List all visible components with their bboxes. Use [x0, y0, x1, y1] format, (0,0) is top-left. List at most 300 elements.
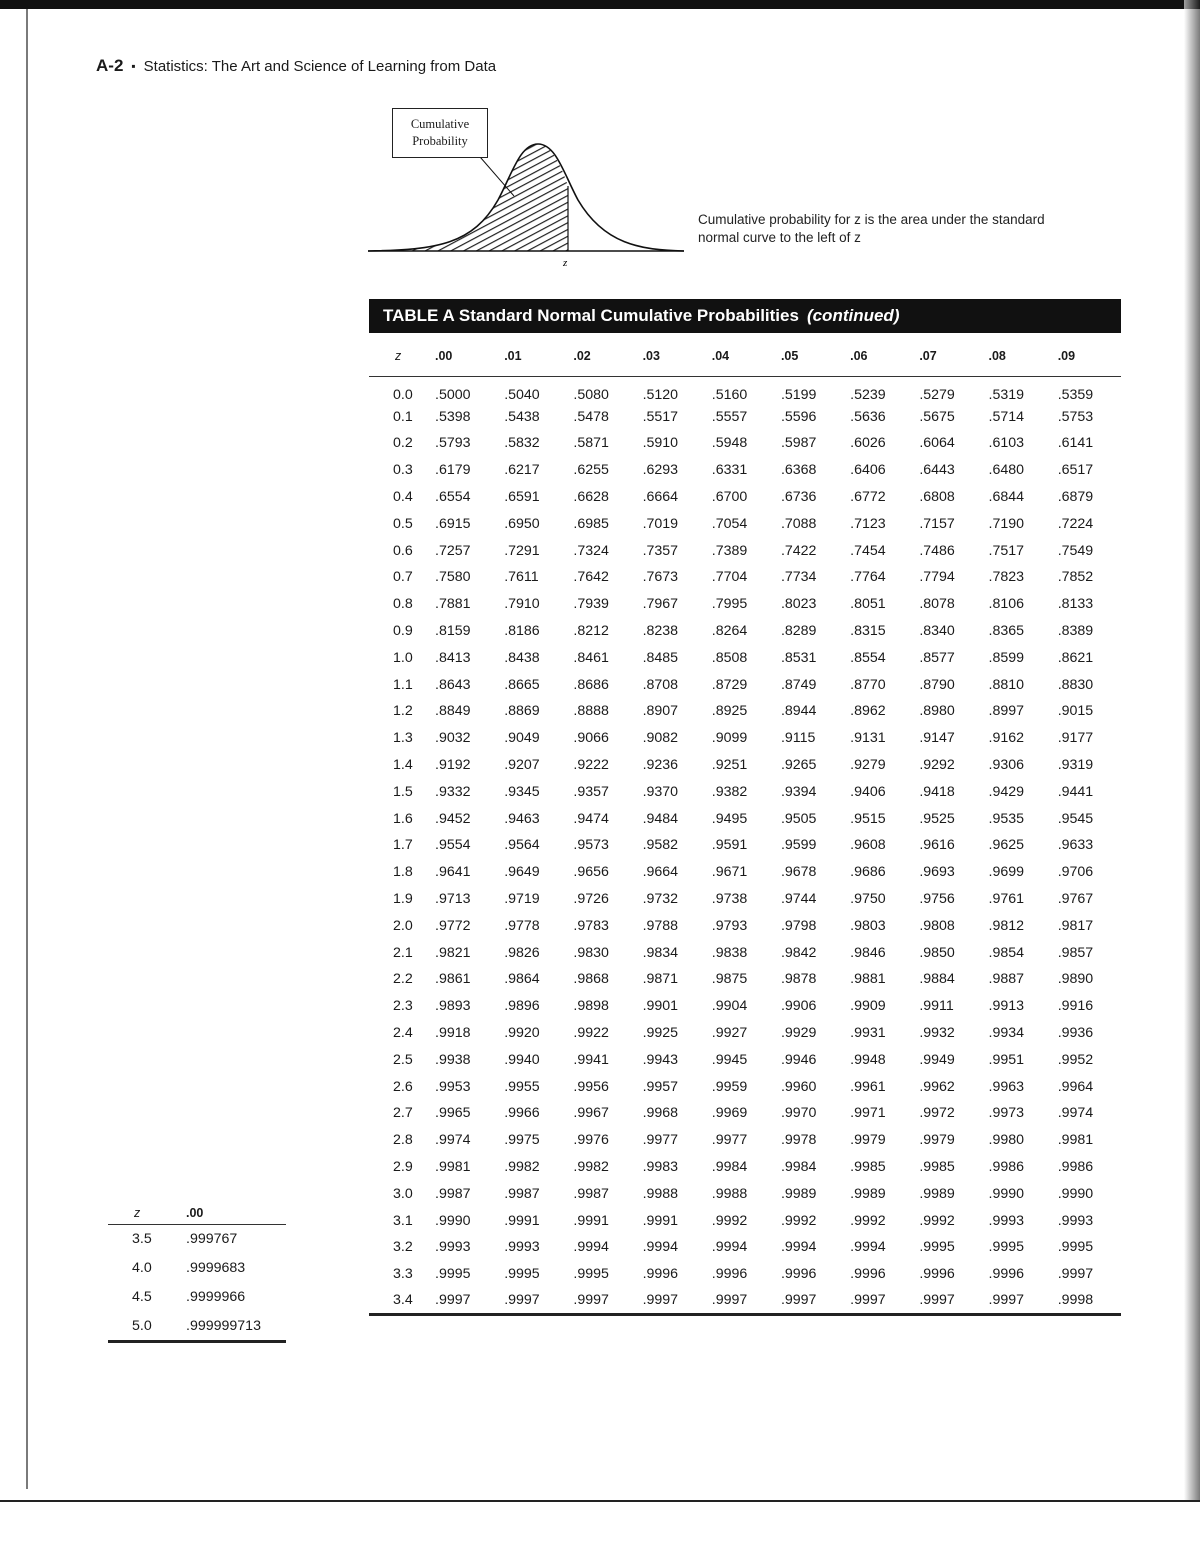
probability-cell: .9981 [435, 1159, 471, 1175]
z-value-cell: 0.8 [393, 596, 413, 613]
probability-cell: .7611 [504, 569, 539, 586]
probability-cell: .9370 [642, 783, 679, 800]
table-header [369, 336, 1121, 377]
probability-cell: .9979 [919, 1132, 955, 1149]
probability-cell: .6808 [919, 489, 955, 506]
header-row [369, 336, 1121, 377]
probability-cell: .9974 [1057, 1105, 1094, 1122]
probability-cell: .9980 [988, 1132, 1025, 1149]
probability-cell: .9964 [1057, 1078, 1094, 1095]
probability-cell: .9991 [642, 1212, 679, 1229]
probability-cell: .9994 [711, 1239, 748, 1256]
z-value-cell: 1.9 [393, 891, 413, 908]
table-row [369, 993, 1121, 1020]
z-value-cell: 2.2 [393, 971, 413, 988]
z-value-cell: 1.1 [393, 676, 413, 693]
probability-cell: .9940 [504, 1051, 540, 1068]
probability-cell: .5438 [504, 408, 540, 425]
probability-cell: .8869 [504, 703, 540, 720]
probability-cell: .6368 [780, 462, 817, 479]
z-value-cell: 0.1 [393, 408, 413, 425]
probability-cell: .9871 [642, 971, 679, 988]
probability-cell: .9992 [850, 1212, 886, 1229]
probability-cell: .6985 [573, 515, 609, 532]
probability-cell: .6141 [1057, 435, 1094, 452]
page-number: A-2 [96, 56, 124, 75]
column-header: .02 [567, 336, 636, 377]
probability-cell: .7486 [919, 542, 955, 559]
probability-cell: .7881 [435, 596, 471, 613]
probability-cell: .9982 [573, 1159, 609, 1175]
probability-cell: .9931 [850, 1025, 886, 1042]
probability-cell: .5871 [573, 435, 609, 452]
probability-cell: .9726 [573, 891, 609, 908]
table-row [369, 457, 1121, 484]
probability-cell: .9251 [711, 757, 748, 774]
probability-cell: .9625 [988, 837, 1025, 854]
probability-cell: .9997 [711, 1292, 748, 1309]
scan-right-edge [1184, 0, 1200, 1500]
z-value-cell: 2.3 [393, 998, 413, 1015]
z-value-cell: 2.7 [393, 1105, 413, 1122]
probability-cell: .9995 [504, 1266, 540, 1283]
box-line-1: Cumulative [410, 117, 470, 131]
probability-cell: .9977 [711, 1132, 748, 1149]
probability-cell: .9884 [919, 971, 955, 988]
probability-cell: .9147 [919, 730, 955, 747]
probability-cell: .9996 [780, 1266, 817, 1283]
probability-cell: .5753 [1057, 408, 1094, 425]
probability-cell: .9971 [850, 1105, 886, 1122]
z-value-cell: 0.2 [393, 435, 413, 452]
probability-cell: .9988 [642, 1185, 679, 1202]
probability-cell: .9357 [573, 783, 609, 800]
table-row [369, 1020, 1121, 1047]
probability-cell: .9995 [573, 1266, 609, 1283]
probability-cell: .5478 [573, 408, 609, 425]
probability-cell: .5398 [435, 408, 471, 425]
probability-cell: .8106 [988, 596, 1025, 613]
probability-cell: .9207 [504, 757, 540, 774]
probability-cell: .9049 [504, 730, 540, 747]
probability-cell: .9834 [642, 944, 679, 961]
probability-cell: .9961 [850, 1078, 886, 1095]
probability-cell: .9898 [573, 998, 609, 1015]
probability-cell: .9699 [988, 864, 1025, 881]
probability-cell: .9985 [850, 1159, 886, 1175]
probability-cell: .9693 [919, 864, 955, 881]
probability-cell: .9983 [642, 1159, 679, 1175]
extended-header-row [108, 1202, 286, 1225]
probability-cell: .9934 [988, 1025, 1025, 1042]
z-column-header: z [369, 336, 429, 377]
probability-cell: .7422 [780, 542, 817, 559]
probability-cell: .7088 [780, 515, 817, 532]
probability-cell: .9977 [642, 1132, 679, 1149]
probability-cell: .8315 [850, 623, 886, 640]
probability-cell: .8729 [711, 676, 748, 693]
probability-cell: .7704 [711, 569, 748, 586]
column-header: .06 [844, 336, 913, 377]
probability-cell: .9986 [988, 1159, 1025, 1175]
probability-cell: .9452 [435, 810, 471, 827]
probability-cell: .9992 [919, 1212, 955, 1229]
probability-cell: .7224 [1057, 515, 1094, 532]
table-row [369, 1261, 1121, 1288]
probability-cell: .9968 [642, 1105, 679, 1122]
probability-cell: .9131 [850, 730, 886, 747]
running-head [96, 56, 496, 76]
probability-cell: .9332 [435, 783, 471, 800]
probability-cell: .9948 [850, 1051, 886, 1068]
probability-cell: .9896 [504, 998, 540, 1015]
probability-cell: .5793 [435, 435, 471, 452]
probability-cell: .9941 [573, 1051, 609, 1068]
probability-cell: .9115 [780, 730, 816, 747]
probability-cell: .9418 [919, 783, 955, 800]
probability-cell: .7764 [850, 569, 886, 586]
probability-cell: .8485 [642, 649, 679, 666]
probability-cell: .7389 [711, 542, 748, 559]
z-value-cell: 2.5 [393, 1051, 413, 1068]
z-value-cell: 1.8 [393, 864, 413, 881]
probability-cell: .9505 [780, 810, 817, 827]
extended-probability-cell: .999767 [186, 1231, 238, 1248]
probability-cell: .9969 [711, 1105, 748, 1122]
probability-cell: .9990 [1057, 1185, 1094, 1202]
probability-cell: .9664 [642, 864, 679, 881]
probability-cell: .9984 [711, 1159, 748, 1175]
probability-cell: .8531 [780, 649, 817, 666]
probability-cell: .9981 [1057, 1132, 1094, 1149]
probability-cell: .7019 [642, 515, 679, 532]
probability-cell: .9987 [504, 1185, 540, 1202]
column-header: .05 [775, 336, 844, 377]
z-value-cell: 2.1 [393, 944, 413, 961]
probability-cell: .9932 [919, 1025, 955, 1042]
probability-cell: .9995 [919, 1239, 955, 1256]
table-row [369, 912, 1121, 939]
table-foot [369, 1314, 1121, 1316]
probability-cell: .9641 [435, 864, 471, 881]
z-value-cell: 1.2 [393, 703, 413, 720]
normal-curve-figure [368, 104, 688, 272]
probability-cell: .5832 [504, 435, 540, 452]
probability-cell: .9236 [642, 757, 679, 774]
probability-cell: .6772 [850, 489, 886, 506]
probability-cell: .9441 [1057, 783, 1094, 800]
probability-cell: .6179 [435, 462, 471, 479]
probability-cell: .9994 [573, 1239, 609, 1256]
probability-cell: .9861 [435, 971, 471, 988]
z-value-cell: 0.4 [393, 489, 413, 506]
table-row [369, 510, 1121, 537]
probability-cell: .9535 [988, 810, 1025, 827]
probability-cell: .9949 [919, 1051, 955, 1068]
probability-cell: .9821 [435, 944, 471, 961]
probability-cell: .9920 [504, 1025, 540, 1042]
probability-cell: .9991 [504, 1212, 540, 1229]
probability-cell: .5160 [711, 387, 748, 404]
probability-cell: .9997 [504, 1292, 540, 1309]
probability-cell: .8365 [988, 623, 1025, 640]
probability-cell: .8212 [573, 623, 609, 640]
probability-cell: .9918 [435, 1025, 471, 1042]
probability-cell: .9993 [504, 1239, 540, 1256]
probability-cell: .8830 [1057, 676, 1094, 693]
probability-cell: .9826 [504, 944, 540, 961]
probability-cell: .9554 [435, 837, 471, 854]
probability-cell: .9975 [504, 1132, 540, 1149]
probability-cell: .9985 [919, 1159, 955, 1175]
probability-cell: .9901 [642, 998, 679, 1015]
probability-cell: .9608 [850, 837, 886, 854]
probability-cell: .8849 [435, 703, 471, 720]
probability-cell: .9032 [435, 730, 471, 747]
probability-cell: .9994 [642, 1239, 679, 1256]
z-value-cell: 2.0 [393, 917, 413, 934]
probability-cell: .7580 [435, 569, 471, 586]
probability-cell: .7257 [435, 542, 471, 559]
table-row [369, 939, 1121, 966]
probability-cell: .9953 [435, 1078, 471, 1095]
probability-cell: .9783 [573, 917, 609, 934]
probability-cell: .9992 [780, 1212, 817, 1229]
probability-cell: .7852 [1057, 569, 1094, 586]
probability-cell: .8665 [504, 676, 540, 693]
table-row [369, 377, 1121, 404]
z-value-cell: 0.6 [393, 542, 413, 559]
extended-probability-cell: .9999966 [186, 1288, 246, 1305]
column-header: .09 [1052, 336, 1121, 377]
probability-cell: .9744 [780, 891, 817, 908]
probability-cell: .8708 [642, 676, 679, 693]
z-value-cell: 2.4 [393, 1025, 413, 1042]
probability-cell: .9997 [642, 1292, 679, 1309]
table-row [369, 564, 1121, 591]
probability-cell: .8461 [573, 649, 609, 666]
table-row [369, 698, 1121, 725]
extended-z-table [108, 1202, 286, 1343]
probability-cell: .9979 [850, 1132, 886, 1149]
table-row [369, 1288, 1121, 1315]
probability-cell: .9706 [1057, 864, 1094, 881]
probability-cell: .9406 [850, 783, 886, 800]
probability-cell: .9345 [504, 783, 540, 800]
probability-cell: .9382 [711, 783, 748, 800]
probability-cell: .9015 [1057, 703, 1094, 720]
probability-cell: .9987 [435, 1185, 471, 1202]
probability-cell: .9978 [780, 1132, 817, 1149]
probability-cell: .9394 [780, 783, 817, 800]
probability-cell: .8643 [435, 676, 471, 693]
probability-cell: .9573 [573, 837, 609, 854]
probability-cell: .9993 [435, 1239, 471, 1256]
probability-cell: .8980 [919, 703, 955, 720]
probability-cell: .6217 [504, 462, 540, 479]
probability-cell: .9989 [780, 1185, 817, 1202]
probability-cell: .9996 [850, 1266, 886, 1283]
probability-cell: .9649 [504, 864, 540, 881]
probability-cell: .7642 [573, 569, 609, 586]
probability-cell: .5040 [504, 387, 540, 404]
probability-cell: .7517 [988, 542, 1025, 559]
probability-cell: .9868 [573, 971, 609, 988]
probability-cell: .6103 [988, 435, 1025, 452]
probability-cell: .6736 [780, 489, 817, 506]
probability-cell: .8078 [919, 596, 955, 613]
probability-cell: .9495 [711, 810, 748, 827]
probability-cell: .9952 [1057, 1051, 1094, 1068]
probability-cell: .9996 [642, 1266, 679, 1283]
probability-cell: .8051 [850, 596, 886, 613]
column-header: .00 [429, 336, 498, 377]
bullet-icon: ▪ [131, 59, 136, 73]
probability-cell: .9830 [573, 944, 609, 961]
probability-cell: .9803 [850, 917, 886, 934]
probability-cell: .9963 [988, 1078, 1025, 1095]
probability-cell: .7157 [919, 515, 955, 532]
probability-cell: .6406 [850, 462, 886, 479]
probability-cell: .9850 [919, 944, 955, 961]
probability-cell: .6950 [504, 515, 540, 532]
probability-cell: .9997 [919, 1292, 955, 1309]
probability-cell: .9599 [780, 837, 817, 854]
probability-cell: .8944 [780, 703, 817, 720]
probability-cell: .9960 [780, 1078, 817, 1095]
cumulative-probability-label [392, 108, 488, 158]
probability-cell: .9998 [1057, 1292, 1094, 1309]
probability-cell: .6331 [711, 462, 748, 479]
table-row [369, 644, 1121, 671]
extended-table-row [108, 1283, 286, 1312]
probability-cell: .5319 [988, 387, 1025, 404]
probability-cell: .9929 [780, 1025, 817, 1042]
probability-cell: .9994 [850, 1239, 886, 1256]
probability-cell: .9177 [1057, 730, 1094, 747]
z-value-cell: 1.6 [393, 810, 413, 827]
probability-cell: .6480 [988, 462, 1025, 479]
probability-cell: .6664 [642, 489, 679, 506]
probability-cell: .9986 [1057, 1159, 1094, 1175]
z-value-cell: 0.9 [393, 623, 413, 640]
probability-cell: .9982 [504, 1159, 540, 1175]
extended-column-header: .00 [185, 1202, 286, 1225]
probability-cell: .6700 [711, 489, 748, 506]
extended-table-row [108, 1254, 286, 1283]
probability-cell: .9913 [988, 998, 1025, 1015]
probability-cell: .9887 [988, 971, 1025, 988]
probability-cell: .9878 [780, 971, 817, 988]
extended-probability-cell: .9999683 [186, 1260, 246, 1277]
probability-cell: .5279 [919, 387, 955, 404]
probability-cell: .9991 [573, 1212, 609, 1229]
z-value-cell: 2.9 [393, 1159, 413, 1175]
probability-cell: .7454 [850, 542, 886, 559]
book-title: Statistics: The Art and Science of Learning from Data [143, 58, 497, 75]
probability-cell: .9974 [435, 1132, 471, 1149]
probability-cell: .8023 [780, 596, 817, 613]
probability-cell: .7123 [850, 515, 886, 532]
table-row [369, 1234, 1121, 1261]
table-row [369, 832, 1121, 859]
table-row [369, 886, 1121, 913]
probability-cell: .9761 [988, 891, 1025, 908]
probability-cell: .5120 [642, 387, 679, 404]
probability-cell: .9916 [1057, 998, 1094, 1015]
probability-cell: .7823 [988, 569, 1025, 586]
probability-cell: .8159 [435, 623, 471, 640]
probability-cell: .9066 [573, 730, 609, 747]
probability-cell: .9857 [1057, 944, 1094, 961]
probability-cell: .7291 [504, 542, 540, 559]
probability-cell: .8438 [504, 649, 540, 666]
probability-cell: .9192 [435, 757, 471, 774]
probability-cell: .9993 [988, 1212, 1025, 1229]
probability-cell: .8186 [504, 623, 540, 640]
probability-cell: .8962 [850, 703, 886, 720]
table-row [369, 859, 1121, 886]
probability-cell: .9955 [504, 1078, 540, 1095]
extended-table-row [108, 1311, 286, 1341]
probability-cell: .5596 [780, 408, 817, 425]
extended-z-cell: 5.0 [108, 1311, 185, 1341]
probability-cell: .9750 [850, 891, 886, 908]
probability-cell: .9686 [850, 864, 886, 881]
probability-cell: .9732 [642, 891, 679, 908]
table-row [369, 1127, 1121, 1154]
probability-cell: .7549 [1057, 542, 1094, 559]
probability-cell: .7794 [919, 569, 955, 586]
table-row [369, 805, 1121, 832]
probability-cell: .9756 [919, 891, 955, 908]
z-value-cell: 3.3 [393, 1266, 413, 1283]
probability-cell: .9890 [1057, 971, 1094, 988]
extended-table-header [108, 1202, 286, 1225]
table-row [369, 1154, 1121, 1181]
column-header: .03 [637, 336, 706, 377]
probability-cell: .8133 [1057, 596, 1094, 613]
probability-cell: .5517 [642, 408, 679, 425]
probability-cell: .9927 [711, 1025, 748, 1042]
probability-cell: .9995 [1057, 1239, 1094, 1256]
probability-cell: .8925 [711, 703, 748, 720]
probability-cell: .8686 [573, 676, 609, 693]
z-value-cell: 0.5 [393, 515, 413, 532]
probability-cell: .9099 [711, 730, 748, 747]
scan-left-edge [26, 9, 28, 1489]
probability-cell: .9582 [642, 837, 679, 854]
z-value-cell: 3.2 [393, 1239, 413, 1256]
probability-cell: .8749 [780, 676, 817, 693]
probability-cell: .9922 [573, 1025, 609, 1042]
probability-cell: .9817 [1057, 917, 1094, 934]
probability-cell: .8599 [988, 649, 1025, 666]
table-row [369, 778, 1121, 805]
probability-cell: .9864 [504, 971, 540, 988]
probability-cell: .9989 [850, 1185, 886, 1202]
probability-cell: .8577 [919, 649, 955, 666]
probability-cell: .9957 [642, 1078, 679, 1095]
probability-cell: .9793 [711, 917, 748, 934]
probability-cell: .7967 [642, 596, 679, 613]
probability-cell: .5199 [780, 387, 817, 404]
table-row [369, 725, 1121, 752]
probability-cell: .5359 [1057, 387, 1094, 404]
probability-cell: .9990 [435, 1212, 471, 1229]
probability-cell: .5080 [573, 387, 609, 404]
probability-cell: .9808 [919, 917, 955, 934]
